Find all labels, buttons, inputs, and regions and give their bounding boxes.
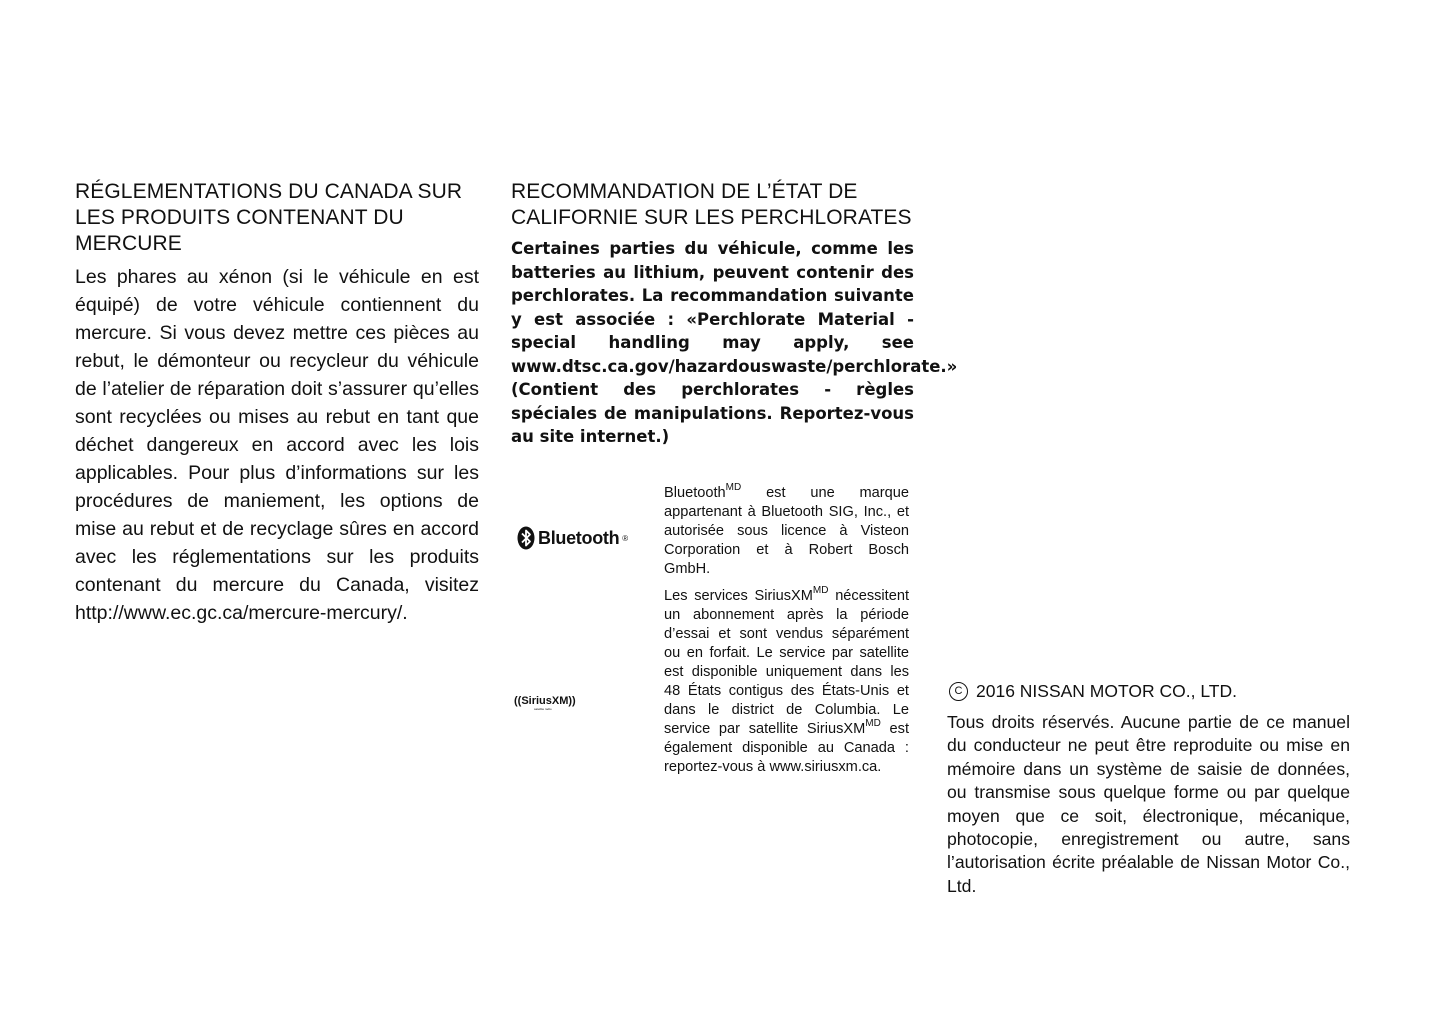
siriusxm-logo-tagline: satellite radio <box>534 707 552 711</box>
california-perchlorate-body: Certaines parties du véhicule, comme les batteries au lithium, peuvent contenir des perchlorates. La recommandation suivante y est associée : «Perchlorate Material - special handling may apply, see www.dtsc.ca.gov/hazardouswaste/perchlorate.» (Contient des perchlorates - règles spéciales de manipulations. Reportez-vous au site internet.) <box>511 239 958 446</box>
bluetooth-md: MD <box>725 482 742 493</box>
copyright-section <box>947 679 1350 898</box>
siriusxm-description-1: nécessitent un abonnement après la période d’essai et sont vendus séparément ou en forfait. Le service par satellite est disponible uniquement dans les 48 États contigus des États-Unis et dans le district de Columbia. Le service par satellite SiriusXM <box>664 588 910 737</box>
bluetooth-logo-mark: ® <box>622 533 629 543</box>
bluetooth-trademark-text <box>664 484 909 579</box>
canada-mercury-heading: RÉGLEMENTATIONS DU CANADA SUR LES PRODUITS CONTENANT DU MERCURE <box>75 180 463 255</box>
rights-reserved-text: Tous droits réservés. Aucune partie de ce manuel du conducteur ne peut être reproduite ou mise en mémoire dans un système de saisie de données, ou transmise sous quelque forme ou par quelque moyen que ce soit, électronique, mécanique, photocopie, enregistrement ou autre, sans l’autorisation écrite préalable de Nissan Motor Co., Ltd. <box>947 712 1350 896</box>
copyright-holder: 2016 NISSAN MOTOR CO., LTD. <box>976 681 1237 701</box>
bluetooth-name: Bluetooth <box>664 485 726 501</box>
bluetooth-icon <box>517 526 535 550</box>
siriusxm-description-2: est également disponible au Canada : reportez-vous à www.siriusxm.ca. <box>664 721 909 775</box>
canada-mercury-body: Les phares au xénon (si le véhicule en est équipé) de votre véhicule contiennent du mercure. Si vous devez mettre ces pièces au rebut, le démonteur ou recycleur du véhicule de l’atelier de réparation doit s’assurer qu’elles sont recyclées ou mises au rebut en tant que déchet dangereux en accord avec les lois applicables. Pour plus d’informations sur les procédures de maniement, les options de mise au rebut et de recyclage sûres en accord avec les réglementations sur les produits contenant du mercure du Canada, visitez http://www.ec.gc.ca/mercure-mercury/. <box>75 266 479 624</box>
siriusxm-logo <box>514 695 576 711</box>
siriusxm-md-1: MD <box>812 585 829 596</box>
california-perchlorate-heading: RECOMMANDATION DE L’ÉTAT DE CALIFORNIE SUR LES PERCHLORATES <box>511 180 912 229</box>
copyright-icon: C <box>949 682 968 701</box>
siriusxm-service-text <box>664 587 909 777</box>
bluetooth-logo-text: Bluetooth <box>538 527 620 548</box>
copyright-line <box>947 679 1350 703</box>
siriusxm-logo-text: ((SiriusXM)) <box>514 695 576 707</box>
california-perchlorate-section <box>511 179 958 775</box>
bluetooth-logo <box>517 526 628 550</box>
siriusxm-md-2: MD <box>865 718 881 729</box>
bluetooth-description: est une marque appartenant à Bluetooth SIG, Inc., et autorisée sous licence à Visteon Corporation et à Robert Bosch GmbH. <box>664 485 909 577</box>
canada-mercury-section <box>75 179 479 627</box>
siriusxm-intro: Les services SiriusXM <box>664 588 813 604</box>
